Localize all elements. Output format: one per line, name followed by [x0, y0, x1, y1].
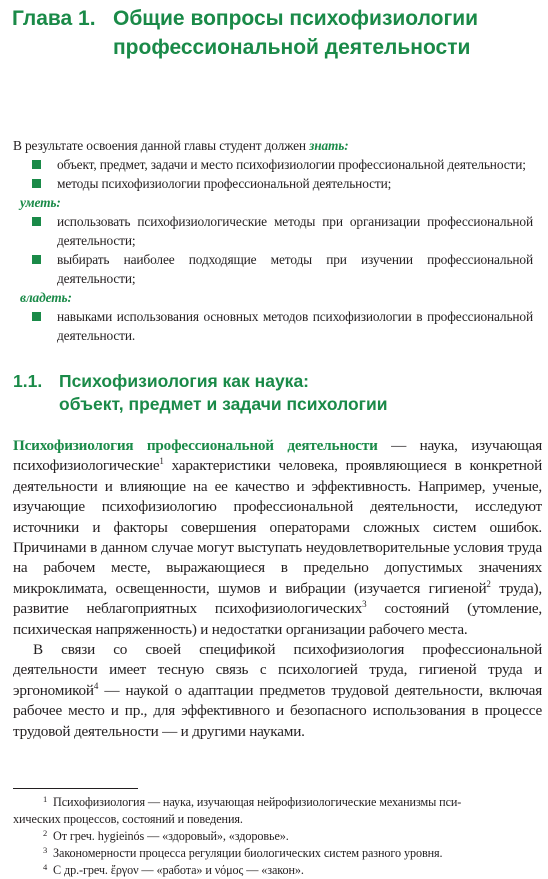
- footnote-number: 2: [43, 828, 48, 838]
- list-item-text: выбирать наиболее подходящие методы при изучении профессиональной деятельности;: [57, 252, 533, 286]
- list-item-text: объект, предмет, задачи и место психофизиологии профессиональной деятельности;: [57, 157, 526, 172]
- square-bullet-icon: [32, 255, 41, 264]
- square-bullet-icon: [32, 179, 41, 188]
- footnote-divider: [13, 788, 138, 789]
- objectives-intro-text: В результате освоения данной главы студент должен: [13, 138, 306, 153]
- section-title-line1: Психофизиология как наука:: [59, 371, 309, 391]
- chapter-title-line2: профессиональной деятельности: [113, 36, 471, 59]
- master-label: владеть:: [20, 290, 72, 305]
- list-item-text: навыками использования основных методов психофизиологии в профессиональной деятельности.: [57, 309, 533, 343]
- footnote-ref: 4: [93, 680, 99, 691]
- square-bullet-icon: [32, 217, 41, 226]
- footnote-ref: 2: [486, 578, 491, 589]
- list-item: [13, 307, 533, 345]
- learning-objectives: [13, 136, 533, 345]
- footnote-text: С др.-греч. ἔργον — «работа» и νόμος — «закон».: [53, 863, 304, 877]
- section-number: 1.1.: [13, 371, 43, 391]
- chapter-label: Глава 1.: [12, 7, 96, 30]
- footnote-number: 3: [43, 845, 48, 855]
- footnote-number: 1: [43, 794, 48, 804]
- footnote: [13, 862, 541, 879]
- paragraph-text: состояний (утомление, психическая напряженность) и недостатки организации рабочего места.: [13, 600, 542, 638]
- paragraph-text: характеристики человека, проявляющиеся в конкретной деятельности и влияющие на ее качество и эффективность. Например, ученые, изучающие психофизиологию профессиональной деятельности, исследуют источники и факторы совершения операторами сложных систем ошибок. Причинами в данном случае могут выступать неудовлетворительные условия труда на рабочем месте, выражающиеся в предельно допустимых значениях микроклимата, освещенности, шумов и вибрации (изучается гигиеной: [13, 457, 542, 597]
- footnote-text: Психофизиология — наука, изучающая нейрофизиологические механизмы пси-: [53, 795, 462, 809]
- list-item: [13, 212, 533, 250]
- square-bullet-icon: [32, 160, 41, 169]
- chapter-title-line1: Общие вопросы психофизиологии: [113, 7, 479, 30]
- paragraph: [13, 640, 542, 742]
- list-item: [13, 250, 533, 288]
- footnote: [13, 794, 541, 828]
- know-label: знать:: [309, 138, 349, 153]
- footnote-ref: 1: [159, 456, 164, 467]
- footnote-number: 4: [43, 862, 48, 872]
- footnote-ref: 3: [362, 599, 367, 610]
- footnote-text: От греч. hygieinós — «здоровый», «здоровье».: [53, 829, 289, 843]
- paragraph-text: В связи со своей спецификой психофизиология профессиональной деятельности имеет тесную связь с психологией труда, гигиеной труда и эргономикой: [13, 641, 542, 699]
- section-title-line2: объект, предмет и задачи психологии: [59, 394, 388, 414]
- paragraph-text: — наука, изучающая психофизиологические: [13, 437, 542, 475]
- paragraph: [13, 436, 542, 640]
- footnote: [13, 828, 541, 845]
- footnote-text: Закономерности процесса регуляции биологических систем разного уровня.: [53, 846, 443, 860]
- list-item: [13, 174, 533, 193]
- footnote-text-continued: хических процессов, состояний и поведения.: [13, 812, 243, 826]
- list-item-text: методы психофизиологии профессиональной деятельности;: [57, 176, 392, 191]
- paragraph-text: труда), развитие неблагоприятных психофизиологических: [13, 579, 542, 618]
- list-item-text: использовать психофизиологические методы при организации профессиональной деятельности;: [57, 214, 533, 248]
- can-label: уметь:: [20, 195, 61, 210]
- objectives-intro: [13, 136, 533, 155]
- list-item: [13, 155, 533, 174]
- footnote: [13, 845, 541, 862]
- defined-term: Психофизиология профессиональной деятельности: [13, 437, 378, 454]
- footnotes: [13, 794, 541, 879]
- paragraph-text: — наукой о адаптации предметов трудовой деятельности, включая рабочее место и пр., для эффективного и безопасного использования в процессе трудовой деятельности — и другими науками.: [13, 681, 542, 740]
- main-text: [13, 436, 542, 742]
- square-bullet-icon: [32, 312, 41, 321]
